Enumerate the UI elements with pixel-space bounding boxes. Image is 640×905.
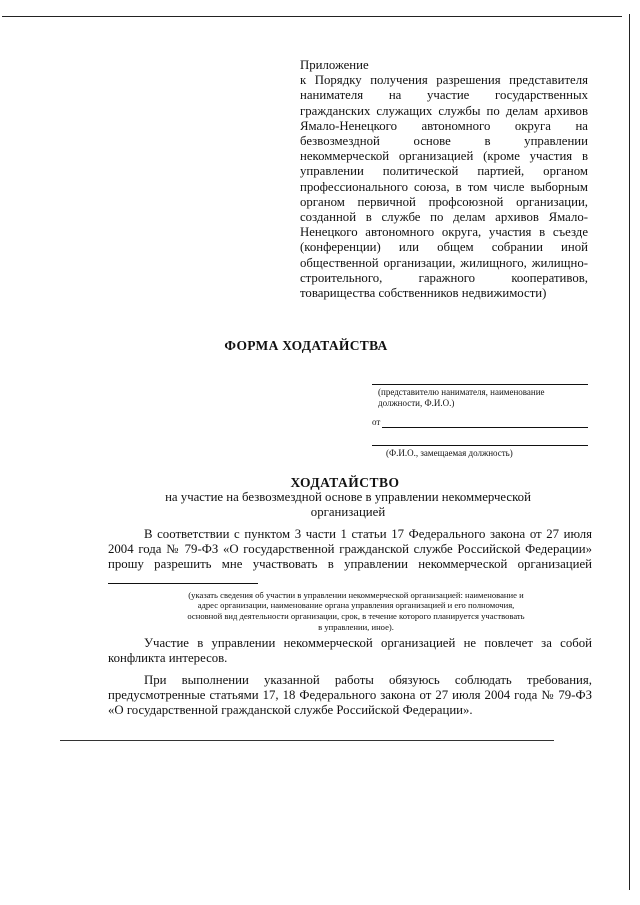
petition-title: ХОДАТАЙСТВО	[290, 475, 400, 490]
addressee-hint: (представителю нанимателя, наименование должности, Ф.И.О.)	[378, 387, 545, 408]
appendix-title: Приложение	[300, 58, 369, 72]
petition-subtitle: на участие на безвозмездной основе в управлении некоммерческой организацией	[165, 490, 531, 519]
appendix-note	[300, 58, 588, 301]
form-title: ФОРМА ХОДАТАЙСТВА	[224, 338, 388, 353]
addressee-name-line	[372, 372, 588, 385]
petition-body	[108, 527, 592, 718]
petition-paragraph-3: При выполнении указанной работы обязуюсь соблюдать требования, предусмотренные статьями 17, 18 Федерального закона от 27 июля 2004 года № 79-ФЗ «О государственной гражданской службе Российской Федерации».	[108, 672, 592, 717]
organization-hint: (указать сведения об участии в управлении некоммерческой организацией: наименование и адрес организации, наименование органа управления организацией и его полномочия, основной вид деятельности организации, срок, в течение которого планируется участвовать в управлении, иное).	[187, 589, 525, 632]
addressee-block	[372, 372, 588, 459]
sender-name-line	[382, 417, 588, 428]
sender-position-line	[372, 433, 588, 446]
paragraph-1-text: В соответствии с пунктом 3 части 1 статьи 17 Федерального закона от 27 июля 2004 года № 79-ФЗ «О государственной гражданской службе Российской Федерации» прошу разрешить мне участвовать в управлении некоммерческой организацией	[108, 527, 592, 572]
appendix-text: к Порядку получения разрешения представителя нанимателя на участие государственных гражданских служащих службы по делам архивов Ямало-Ненецкого автономного округа на безвозмездной основе в управлении некоммерческой организацией (кроме участия в управлении политической партией, органом профессионального союза, в том числе выборным органом первичной профсоюзной организации, созданной в службе по делам архивов Ямало-Ненецкого автономного округа, участия в съезде (конференции) или общем собрании иной общественной организации, жилищного, жилищно-строительного, гаражного кооперативов, товарищества собственников недвижимости)	[300, 73, 588, 301]
scan-edge-top	[2, 16, 622, 17]
petition-paragraph-2: Участие в управлении некоммерческой организацией не повлечет за собой конфликта интересов.	[108, 636, 592, 666]
organization-fill-line	[108, 573, 258, 584]
from-label: от	[372, 417, 381, 427]
sender-hint: (Ф.И.О., замещаемая должность)	[386, 448, 513, 458]
scan-edge-right	[629, 14, 630, 890]
bottom-divider	[60, 740, 554, 741]
petition-paragraph-1	[108, 527, 592, 588]
sender-row	[372, 417, 588, 428]
